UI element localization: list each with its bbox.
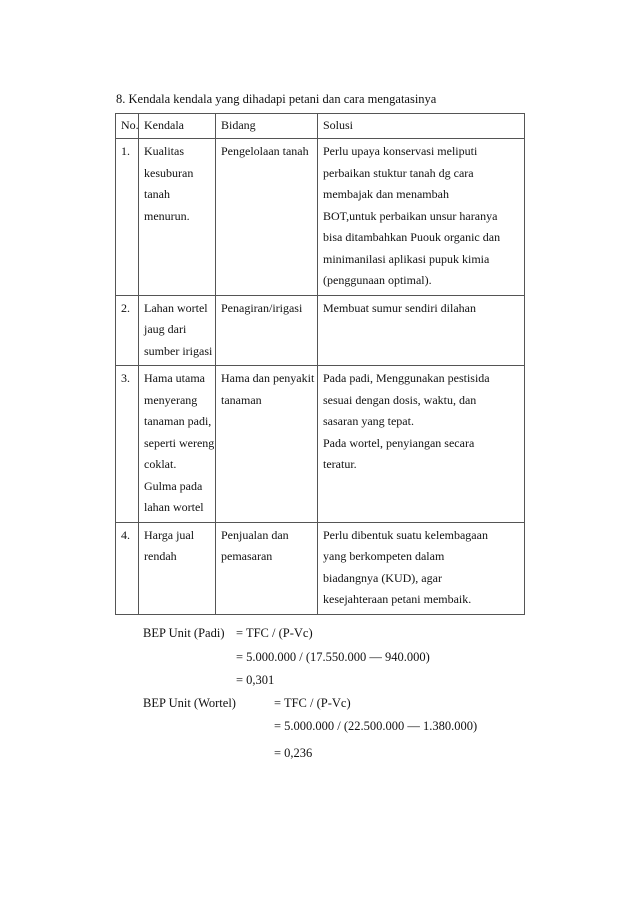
cell-bidang <box>216 139 318 296</box>
bep-wortel-result: = 0,236 <box>274 746 313 760</box>
cell-no: 4. <box>116 522 139 614</box>
cell-solusi <box>318 522 525 614</box>
solusi-line: biadangnya (KUD), agar <box>323 570 442 585</box>
solusi-line: perbaikan stuktur tanah dg cara <box>323 165 474 180</box>
kendala-line: Gulma pada <box>144 478 203 493</box>
bep-padi-result: = 0,301 <box>236 673 275 687</box>
kendala-line: jaug dari <box>144 322 187 336</box>
kendala-line: tanaman padi, <box>144 414 212 428</box>
bidang-line: pemasaran <box>221 549 273 563</box>
cell-kendala <box>139 295 216 366</box>
kendala-line: tanah <box>144 187 170 201</box>
cell-solusi <box>318 295 525 366</box>
bep-wortel-formula: = TFC / (P-Vc) <box>274 696 351 710</box>
cell-bidang <box>216 366 318 523</box>
table-row <box>116 139 525 296</box>
solusi-line: sasaran yang tepat. <box>323 414 414 428</box>
cell-bidang <box>216 522 318 614</box>
solusi-line: (penggunaan optimal). <box>323 273 432 287</box>
solusi-line: kesejahteraan petani membaik. <box>323 592 472 606</box>
bidang-line: Pengelolaan tanah <box>221 144 309 158</box>
cell-no: 3. <box>116 366 139 523</box>
bidang-line: Penagiran/irigasi <box>221 300 303 315</box>
solusi-line: Perlu dibentuk suatu kelembagaan <box>323 527 488 542</box>
bep-padi-label: BEP Unit (Padi) <box>143 626 225 640</box>
table-row <box>116 366 525 523</box>
solusi-line: BOT,untuk perbaikan unsur haranya <box>323 208 498 223</box>
kendala-line: Kualitas <box>144 144 184 158</box>
solusi-line: Pada padi, Menggunakan pestisida <box>323 371 490 385</box>
kendala-line: menyerang <box>144 392 198 407</box>
cell-kendala <box>139 366 216 523</box>
section-heading: 8. Kendala kendala yang dihadapi petani dan cara mengatasinya <box>116 92 437 106</box>
cell-solusi <box>318 139 525 296</box>
header-bidang: Bidang <box>216 114 318 139</box>
kendala-line: kesuburan <box>144 165 194 180</box>
solusi-line: teratur. <box>323 457 357 471</box>
solusi-line: sesuai dengan dosis, waktu, dan <box>323 392 477 407</box>
bep-padi-formula: = TFC / (P-Vc) <box>236 626 313 640</box>
cell-no: 2. <box>116 295 139 366</box>
solusi-line: bisa ditambahkan Puouk organic dan <box>323 230 501 244</box>
bidang-line: tanaman <box>221 392 262 407</box>
kendala-line: rendah <box>144 549 177 563</box>
bep-wortel-step: = 5.000.000 / (22.500.000 — 1.380.000) <box>274 719 478 733</box>
solusi-line: Pada wortel, penyiangan secara <box>323 435 475 450</box>
bidang-line: Penjualan dan <box>221 527 289 542</box>
kendala-line: sumber irigasi <box>144 343 213 358</box>
kendala-line: seperti wereng <box>144 435 215 450</box>
table-row <box>116 295 525 366</box>
kendala-line: Lahan wortel <box>144 300 208 315</box>
solusi-line: minimanilasi aplikasi pupuk kimia <box>323 251 490 266</box>
cell-solusi <box>318 366 525 523</box>
cell-kendala <box>139 522 216 614</box>
table-row <box>116 522 525 614</box>
cell-no: 1. <box>116 139 139 296</box>
bidang-line: Hama dan penyakit <box>221 371 315 385</box>
solusi-line: Membuat sumur sendiri dilahan <box>323 300 476 315</box>
table-header-row <box>116 114 525 139</box>
header-solusi: Solusi <box>318 114 525 139</box>
header-kendala: Kendala <box>139 114 216 139</box>
bep-padi-step: = 5.000.000 / (17.550.000 — 940.000) <box>236 650 430 664</box>
kendala-line: lahan wortel <box>144 500 204 514</box>
cell-bidang <box>216 295 318 366</box>
header-no: No. <box>116 114 139 139</box>
cell-kendala <box>139 139 216 296</box>
kendala-line: Hama utama <box>144 371 205 385</box>
solusi-line: membajak dan menambah <box>323 187 449 201</box>
kendala-line: Harga jual <box>144 527 195 542</box>
kendala-line: coklat. <box>144 457 177 471</box>
kendala-table <box>115 113 525 615</box>
solusi-line: Perlu upaya konservasi meliputi <box>323 144 478 158</box>
bep-wortel-label: BEP Unit (Wortel) <box>143 696 236 710</box>
kendala-line: menurun. <box>144 208 190 223</box>
solusi-line: yang berkompeten dalam <box>323 549 445 563</box>
